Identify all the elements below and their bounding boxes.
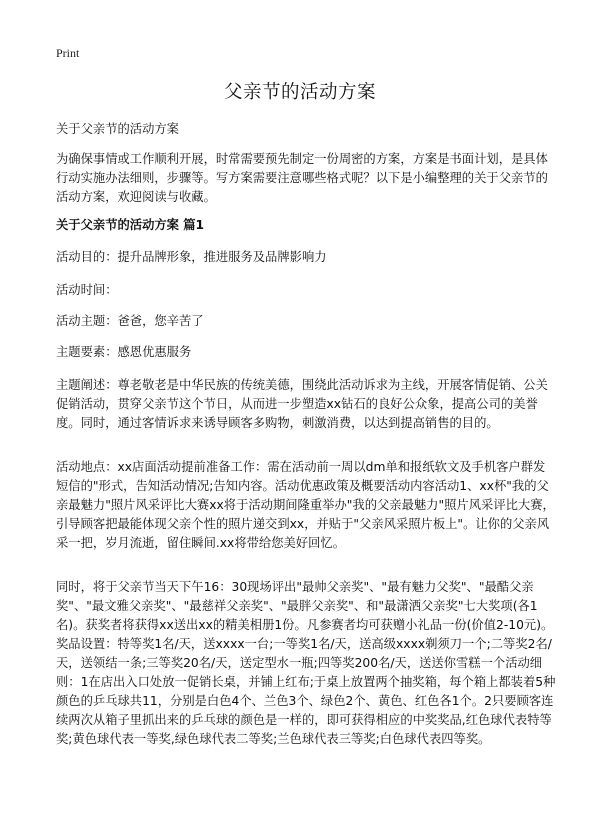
document-subtitle: 关于父亲节的活动方案	[56, 122, 179, 136]
paragraph-awards: 同时，将于父亲节当天下午16：30现场评出"最帅父亲奖"、"最有魅力父奖"、"最酷父亲奖"、"最文雅父亲奖"、"最慈祥父亲奖"、"最胖父亲奖"、和"最潇洒父亲奖"七大奖项(各1名)。获奖者将获得xx送出xx的精美相册1份。凡参赛者均可获赠小礼品一份(价值2-10元)。奖品设置：特等奖1名/天，送xxxx一台;一等奖1名/天，送高级xxxx剃须刀一个;二等奖2名/天，送领结一条;三等奖20名/天，送定型水一瓶;四等奖200名/天，送送你雪糕一个活动细则：1在店出入口处放一促销长桌，并铺上红布;于桌上放置两个抽奖箱，每个箱上都装着5种颜色的乒乓球共11，分别是白色4个、兰色3个、绿色2个、黄色、红色各1个。2只要顾客连续两次从箱子里抓出来的乒乓球的颜色是一样的，即可获得相应的中奖奖品,红色球代表特等奖;黄色球代表一等奖,绿色球代表二等奖;兰色球代表三等奖;白色球代表四等奖。	[56, 580, 556, 746]
paragraph-purpose: 活动目的：提升品牌形象，推进服务及品牌影响力	[56, 250, 327, 264]
document-title: 父亲节的活动方案	[223, 82, 376, 103]
print-link[interactable]: Print	[56, 46, 80, 60]
paragraph-theme: 活动主题：爸爸，您辛苦了	[56, 314, 204, 328]
intro-paragraph: 为确保事情或工作顺利开展，时常需要预先制定一份周密的方案，方案是书面计划，是具体行动实施办法细则，步骤等。写方案需要注意哪些格式呢？以下是小编整理的关于父亲节的活动方案，欢迎阅读与收藏。	[56, 152, 548, 204]
paragraph-theme-elements: 主题要素：感恩优惠服务	[56, 345, 192, 359]
section-heading: 关于父亲节的活动方案 篇1	[56, 218, 205, 232]
paragraph-theme-explanation: 主题阐述：尊老敬老是中华民族的传统美德，围绕此活动诉求为主线，开展客情促销、公关促销活动，贯穿父亲节这个节日，从而进一步塑造xx钻石的良好公众象，提高公司的美誉度。同时，通过客情诉求来诱导顾客多购物，刺激消费，以达到提高销售的目的。	[56, 378, 548, 430]
paragraph-location: 活动地点：xx店面活动提前准备工作：需在活动前一周以dm单和报纸软文及手机客户群发短信的"形式，告知活动情况;告知内容。活动优惠政策及概要活动内容活动1、xx杯"我的父亲最魅力"照片风采评比大赛xx将于活动期间隆重举办"我的父亲最魅力"照片风采评比大赛，引导顾客把最能体现父亲个性的照片递交到xx，并贴于"父亲风采照片板上"。让你的父亲风采一把，岁月流逝，留住瞬间.xx将带给您美好回忆。	[56, 460, 555, 550]
paragraph-time: 活动时间：	[56, 283, 118, 297]
